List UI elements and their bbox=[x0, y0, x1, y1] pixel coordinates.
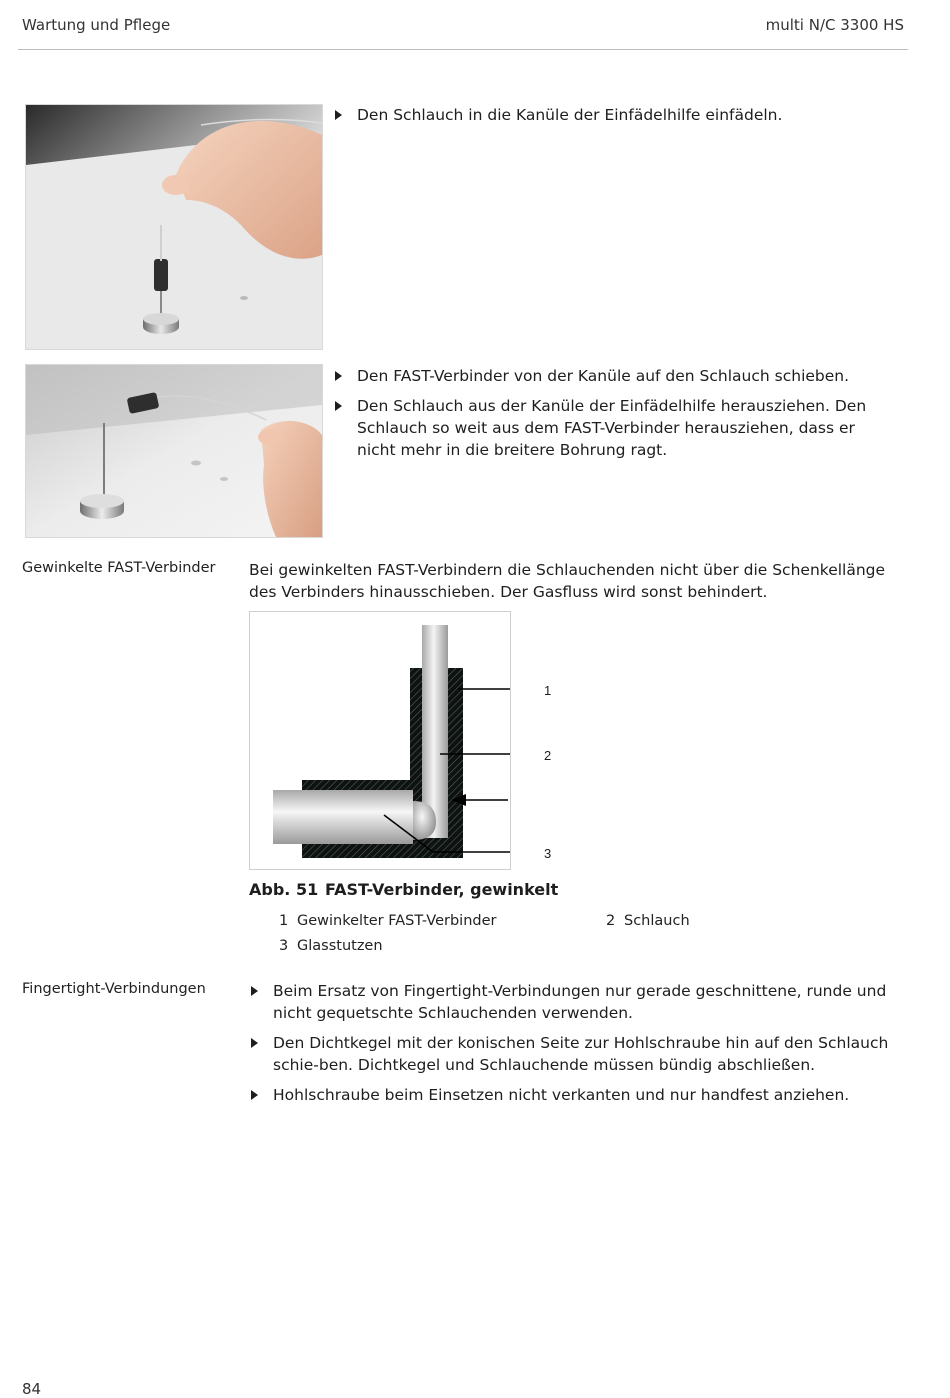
figure-callout-1: 1 bbox=[544, 683, 552, 698]
bullet-triangle-icon bbox=[251, 986, 258, 996]
sidehead-angled-connectors: Gewinkelte FAST-Verbinder bbox=[22, 560, 216, 576]
bullet-triangle-icon bbox=[251, 1090, 258, 1100]
steps-connector bbox=[333, 365, 893, 469]
steps-fingertight bbox=[249, 980, 905, 1114]
running-header-section: Wartung und Pflege bbox=[22, 16, 171, 34]
paragraph-angled-connectors: Bei gewinkelten FAST-Verbindern die Schlauchenden nicht über die Schenkellänge des Verbinders hinausschieben. Der Gasfluss wird sonst behindert. bbox=[249, 561, 886, 601]
figure-legend-item: 1 Gewinkelter FAST-Verbinder bbox=[279, 913, 497, 929]
photo-threading-tube bbox=[25, 104, 323, 350]
figure-callout-2: 2 bbox=[544, 748, 552, 763]
sidehead-fingertight: Fingertight-Verbindungen bbox=[22, 981, 206, 997]
figure-caption-title: FAST-Verbinder, gewinkelt bbox=[325, 880, 559, 899]
list-item: Den Dichtkegel mit der konischen Seite zur Hohlschraube hin auf den Schlauch schie-ben. Dichtkegel und Schlauchende müssen bündig abschließen. bbox=[249, 1032, 905, 1076]
list-item: Den FAST-Verbinder von der Kanüle auf den Schlauch schieben. bbox=[333, 365, 893, 387]
list-item: Den Schlauch aus der Kanüle der Einfädelhilfe herausziehen. Den Schlauch so weit aus dem FAST-Verbinder herausziehen, dass er nicht mehr in die breitere Bohrung ragt. bbox=[333, 395, 893, 461]
page-number: 84 bbox=[22, 1380, 42, 1398]
figure-legend-item: 2 Schlauch bbox=[606, 913, 690, 929]
figure-caption-number: Abb. 51 bbox=[249, 880, 319, 899]
list-item: Den Schlauch in die Kanüle der Einfädelhilfe einfädeln. bbox=[333, 104, 893, 126]
running-header-product: multi N/C 3300 HS bbox=[765, 16, 904, 34]
photo-sliding-connector bbox=[25, 364, 323, 538]
bullet-triangle-icon bbox=[335, 371, 342, 381]
steps-threading bbox=[333, 104, 893, 134]
figure-callout-3: 3 bbox=[544, 846, 552, 861]
figure-angled-fast-connector bbox=[249, 611, 511, 870]
figure-caption bbox=[249, 880, 558, 899]
list-item: Hohlschraube beim Einsetzen nicht verkanten und nur handfest anziehen. bbox=[249, 1084, 905, 1106]
header-divider bbox=[18, 49, 908, 50]
bullet-triangle-icon bbox=[251, 1038, 258, 1048]
list-item: Beim Ersatz von Fingertight-Verbindungen nur gerade geschnittene, runde und nicht gequetschte Schlauchenden verwenden. bbox=[249, 980, 905, 1024]
bullet-triangle-icon bbox=[335, 110, 342, 120]
bullet-triangle-icon bbox=[335, 401, 342, 411]
figure-legend-item: 3 Glasstutzen bbox=[279, 938, 383, 954]
